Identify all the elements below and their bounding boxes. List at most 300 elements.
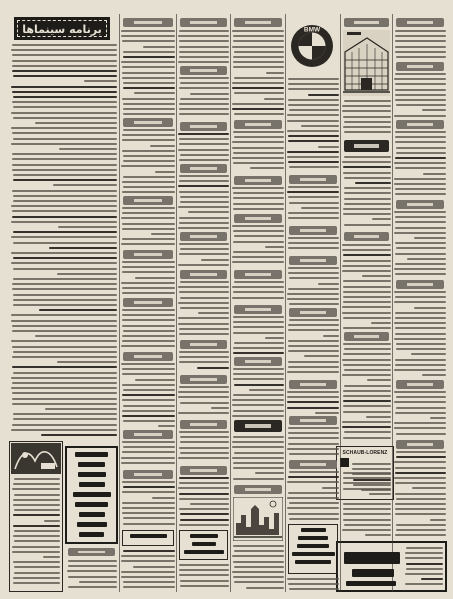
text-line (394, 369, 446, 371)
text-line (122, 512, 175, 514)
text-line (343, 213, 391, 215)
text-line (394, 322, 446, 324)
text-line (232, 261, 284, 263)
text-line (233, 332, 284, 334)
text-line (287, 120, 339, 122)
text-line (289, 202, 339, 204)
text-line (394, 291, 446, 293)
text-line (343, 390, 391, 392)
text-line (308, 94, 339, 96)
text-line (122, 238, 175, 240)
section-header-text (354, 235, 379, 238)
text-line (232, 404, 284, 406)
brand-emblem-icon (340, 458, 349, 467)
text-line (68, 560, 117, 562)
text-line (12, 153, 117, 155)
text-line (68, 576, 117, 578)
text-line (371, 322, 391, 324)
text-line (423, 173, 446, 175)
text-line (287, 448, 339, 450)
text-line (122, 314, 175, 316)
text-line (395, 35, 446, 37)
text-line (121, 457, 175, 459)
text-line (411, 353, 446, 355)
text-line (288, 196, 339, 198)
text-line (289, 109, 339, 111)
text-line (232, 441, 284, 443)
text-line (11, 205, 117, 207)
text-line (344, 385, 391, 387)
text-line (395, 46, 446, 48)
text-line (232, 147, 284, 149)
text-line (123, 405, 175, 407)
text-line (233, 467, 284, 469)
text-line (343, 208, 391, 210)
text-line (179, 46, 229, 48)
text-line (344, 156, 391, 158)
text-line (179, 447, 229, 449)
cinema-program-title: برنامه سینماها (22, 23, 102, 36)
text-line (395, 141, 446, 143)
text-line (178, 391, 229, 393)
ad-text-line (79, 512, 105, 517)
text-line (372, 218, 391, 220)
text-line (342, 359, 391, 361)
text-line (396, 433, 446, 435)
bmw-logo-text: BMW (303, 26, 321, 34)
text-line (122, 399, 175, 401)
text-line (395, 51, 446, 53)
text-line (122, 319, 175, 321)
text-line (121, 282, 175, 284)
section-header (123, 298, 173, 307)
text-line (265, 337, 284, 339)
text-line (342, 426, 391, 428)
text-line (122, 415, 175, 417)
text-line (421, 578, 443, 580)
text-line (430, 519, 446, 521)
text-line (12, 158, 117, 160)
text-line (287, 391, 339, 393)
text-line (179, 103, 229, 105)
text-line (395, 273, 446, 275)
text-line (288, 583, 339, 585)
text-line (407, 258, 446, 260)
text-line (289, 502, 339, 504)
text-line (233, 241, 284, 243)
text-line (158, 425, 175, 427)
text-line (396, 348, 446, 350)
text-line (288, 350, 339, 352)
text-line (122, 223, 175, 225)
text-line (121, 35, 175, 37)
ad-text-line (130, 534, 167, 538)
text-line (367, 379, 391, 381)
text-line (122, 292, 175, 294)
text-line (11, 340, 117, 342)
text-line (178, 227, 229, 229)
text-line (179, 180, 229, 182)
section-header (289, 308, 337, 317)
text-line (233, 152, 284, 154)
text-line (344, 100, 391, 102)
text-line (121, 217, 175, 219)
text-line (287, 481, 339, 483)
text-line (232, 555, 284, 557)
text-line (13, 75, 117, 77)
text-line (246, 587, 284, 589)
text-line (35, 122, 117, 124)
text-line (179, 138, 229, 140)
text-line (395, 467, 446, 469)
text-line (352, 463, 391, 465)
text-line (288, 340, 339, 342)
text-line (344, 348, 391, 350)
text-line (396, 152, 446, 154)
section-header-text (354, 21, 379, 24)
text-line (343, 405, 391, 407)
section-header-text (190, 343, 216, 346)
text-line (395, 131, 446, 133)
text-line (344, 187, 391, 189)
text-line (122, 207, 175, 209)
text-line (422, 374, 446, 376)
text-line (179, 56, 229, 58)
text-line (11, 49, 117, 51)
text-line (178, 149, 229, 151)
text-line (395, 534, 446, 536)
text-line (233, 368, 284, 370)
text-line (179, 108, 229, 110)
text-line (79, 581, 117, 583)
text-line (232, 157, 284, 159)
section-header (344, 332, 389, 341)
text-line (178, 206, 229, 208)
text-line (234, 281, 284, 283)
text-line (395, 188, 446, 190)
column-rule (392, 14, 393, 592)
text-line (121, 30, 175, 32)
text-line (232, 457, 284, 459)
classified-ad-box (122, 530, 174, 546)
text-line (12, 382, 117, 384)
text-line (233, 162, 284, 164)
section-header-text (245, 488, 272, 491)
text-line (12, 330, 117, 332)
text-line (343, 260, 391, 262)
section-header-text (134, 473, 162, 476)
text-line (301, 125, 339, 127)
text-line (211, 407, 229, 409)
text-line (395, 89, 446, 91)
text-line (394, 477, 446, 479)
column-rule (119, 14, 120, 592)
text-line (288, 83, 339, 85)
section-header-text (190, 423, 216, 426)
text-line (343, 296, 391, 298)
text-line (13, 299, 117, 301)
text-line (288, 161, 339, 163)
text-line (288, 492, 339, 494)
text-line (234, 452, 284, 454)
text-line (178, 302, 229, 304)
text-line (123, 56, 175, 58)
text-line (344, 431, 391, 433)
text-line (232, 399, 284, 401)
text-line (178, 286, 229, 288)
text-line (14, 572, 60, 574)
text-line (122, 491, 175, 493)
text-line (43, 556, 60, 558)
text-line (234, 550, 284, 552)
text-line (190, 503, 229, 505)
text-line (233, 478, 284, 480)
text-line (121, 555, 175, 557)
text-line (13, 195, 117, 197)
text-line (288, 432, 339, 434)
text-line (68, 565, 117, 567)
section-header-text (190, 378, 216, 381)
text-line (180, 281, 229, 283)
text-line (318, 283, 339, 285)
section-header (180, 164, 227, 173)
text-line (344, 224, 391, 226)
text-line (179, 217, 229, 219)
text-line (287, 396, 339, 398)
text-line (12, 190, 117, 192)
section-header (234, 18, 282, 27)
text-line (178, 264, 229, 266)
text-line (343, 411, 391, 413)
text-line (395, 216, 446, 218)
text-line (288, 78, 339, 80)
text-line (301, 207, 339, 209)
text-line (12, 392, 117, 394)
text-line (13, 351, 117, 353)
text-line (13, 117, 117, 119)
text-line (396, 56, 446, 58)
text-line (121, 243, 175, 245)
text-line (343, 395, 391, 397)
text-line (121, 61, 175, 63)
text-line (353, 484, 391, 486)
section-header (344, 232, 389, 241)
text-line (288, 212, 339, 214)
text-line (352, 468, 391, 470)
text-line (12, 60, 117, 62)
text-line (287, 114, 339, 116)
text-line (13, 577, 60, 579)
text-line (255, 472, 284, 474)
text-line (12, 54, 117, 56)
text-line (233, 203, 284, 205)
text-line (13, 525, 60, 527)
text-line (179, 40, 229, 42)
section-header (180, 466, 227, 475)
text-line (13, 268, 117, 270)
text-line (180, 82, 229, 84)
text-line (343, 286, 391, 288)
text-line (179, 498, 229, 500)
text-line (233, 561, 284, 563)
column-rule (230, 14, 231, 592)
text-line (178, 412, 229, 414)
section-header-text (190, 125, 216, 128)
section-header (289, 380, 337, 389)
section-header (180, 232, 227, 241)
text-line (234, 342, 284, 344)
section-header-text (190, 273, 216, 276)
text-line (122, 384, 175, 386)
section-header (396, 440, 444, 449)
text-line (84, 80, 117, 82)
text-line (180, 436, 229, 438)
section-header-text (134, 301, 162, 304)
text-line (288, 345, 339, 347)
text-line (13, 372, 117, 374)
text-line (13, 483, 60, 485)
text-line (134, 92, 175, 94)
text-line (123, 523, 175, 525)
text-line (289, 319, 339, 321)
text-line (288, 237, 339, 239)
text-line (179, 477, 229, 479)
text-line (122, 72, 175, 74)
text-line (122, 451, 175, 453)
text-line (14, 478, 60, 480)
text-line (343, 291, 391, 293)
text-line (366, 416, 391, 418)
section-header (180, 340, 227, 349)
text-line (288, 476, 339, 478)
text-line (288, 247, 339, 249)
text-line (405, 552, 443, 554)
text-line (289, 303, 339, 305)
text-line (122, 410, 175, 412)
text-line (233, 347, 284, 349)
text-line (396, 396, 446, 398)
text-line (232, 571, 284, 573)
section-header (68, 548, 115, 556)
text-line (233, 208, 284, 210)
column-rule (340, 14, 341, 592)
text-line (232, 225, 284, 227)
text-line (361, 489, 391, 491)
text-line (150, 145, 175, 147)
text-line (396, 104, 446, 106)
text-line (396, 247, 446, 249)
text-line (288, 437, 339, 439)
text-line (12, 398, 117, 400)
text-line (179, 351, 229, 353)
text-line (395, 412, 446, 414)
text-line (394, 115, 446, 117)
text-line (233, 326, 284, 328)
text-line (122, 502, 175, 504)
text-line (178, 185, 229, 187)
text-line (122, 309, 175, 311)
text-line (14, 494, 60, 496)
text-line (122, 77, 175, 79)
text-line (394, 183, 446, 185)
text-line (342, 312, 391, 314)
text-line (343, 508, 391, 510)
text-line (178, 317, 229, 319)
text-line (396, 524, 446, 526)
text-line (178, 133, 229, 135)
text-line (342, 374, 391, 376)
text-line (394, 162, 446, 164)
text-line (123, 87, 175, 89)
section-header-text (407, 21, 434, 24)
text-line (234, 581, 284, 583)
text-line (343, 254, 391, 256)
text-line (122, 335, 175, 337)
section-header (123, 430, 173, 439)
text-line (179, 569, 229, 571)
text-line (180, 402, 229, 404)
section-header (180, 270, 227, 279)
text-line (233, 230, 284, 232)
text-line (12, 169, 117, 171)
section-header-text (190, 21, 216, 24)
section-header-text (300, 383, 327, 386)
text-line (396, 343, 446, 345)
section-header (289, 256, 337, 265)
ad-text-line (184, 550, 224, 554)
text-line (11, 127, 117, 129)
text-line (343, 400, 391, 402)
text-line (179, 30, 229, 32)
ad-text-line (77, 522, 107, 527)
text-line (342, 306, 391, 308)
text-line (11, 252, 117, 254)
text-line (13, 242, 117, 244)
section-header-text (300, 178, 327, 181)
section-header-text (354, 144, 379, 148)
section-header (123, 18, 173, 27)
text-line (234, 92, 284, 94)
section-header (396, 200, 444, 209)
ad-text-line (75, 452, 108, 457)
text-line (343, 280, 391, 282)
section-header-text (134, 21, 162, 24)
section-header (234, 120, 282, 129)
text-line (232, 30, 284, 32)
text-line (143, 46, 175, 48)
text-line (394, 232, 446, 234)
text-line (13, 106, 117, 108)
text-line (394, 391, 446, 393)
text-line (121, 571, 175, 573)
text-line (13, 257, 117, 259)
text-line (233, 197, 284, 199)
ad-illustration (11, 443, 61, 474)
text-line (287, 407, 339, 409)
text-line (179, 222, 229, 224)
text-line (342, 249, 391, 251)
text-line (13, 582, 60, 584)
text-line (180, 248, 229, 250)
text-line (232, 108, 284, 110)
text-line (289, 471, 339, 473)
text-line (233, 40, 284, 42)
text-line (122, 368, 175, 370)
text-line (233, 545, 284, 547)
text-line (395, 359, 446, 361)
text-line (396, 451, 446, 453)
section-header-text (407, 283, 434, 286)
